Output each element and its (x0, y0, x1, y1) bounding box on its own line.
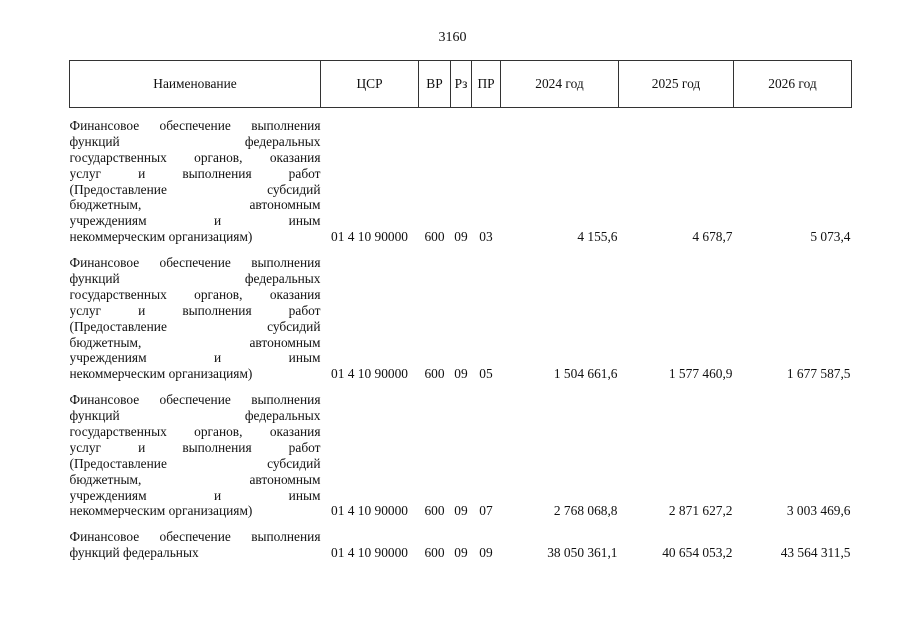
row-name-line: Финансовое обеспечение выполнения (69, 529, 321, 545)
row-name-line: Финансовое обеспечение выполнения (69, 118, 321, 133)
row-rz: 09 (454, 545, 468, 561)
header-rz: Рз (451, 61, 472, 108)
row-name-line: государственных органов, оказания (69, 149, 321, 165)
row-vr: 600 (424, 229, 445, 245)
header-name: Наименование (70, 61, 321, 108)
header-vr: ВР (419, 61, 451, 108)
table-body (70, 108, 852, 562)
row-value-2026: 3 003 469,6 (786, 503, 851, 519)
row-name (70, 255, 321, 382)
row-vr: 600 (424, 366, 445, 382)
row-name-line: (Предоставление субсидий (69, 318, 321, 334)
row-value-2025: 1 577 460,9 (668, 366, 733, 382)
row-rz: 09 (454, 229, 468, 245)
table-row (70, 392, 852, 519)
row-value-2025: 4 678,7 (692, 229, 733, 245)
row-name (70, 118, 321, 245)
row-pr: 05 (479, 366, 493, 382)
row-value-2025: 2 871 627,2 (668, 503, 733, 519)
row-name-line: (Предоставление субсидий (69, 181, 321, 197)
row-name-line: услуг и выполнения работ (69, 439, 321, 455)
header-2025: 2025 год (619, 61, 734, 108)
row-value-2024: 38 050 361,1 (547, 545, 618, 561)
row-name-line: услуг и выполнения работ (69, 165, 321, 181)
row-name (70, 529, 321, 561)
row-name-line: учреждениям и иным (69, 487, 321, 503)
row-name-line: Финансовое обеспечение выполнения (69, 392, 321, 408)
row-name-line: некоммерческим организациям) (69, 503, 253, 519)
row-value-2024: 1 504 661,6 (553, 366, 618, 382)
row-name-line: бюджетным, автономным (69, 197, 321, 213)
row-vr: 600 (424, 545, 445, 561)
row-name-line: Финансовое обеспечение выполнения (69, 255, 321, 271)
row-name-line: некоммерческим организациям) (69, 229, 253, 245)
row-pr: 03 (479, 229, 493, 245)
row-name-line: функций федеральных (69, 133, 321, 149)
row-name-line: функций федеральных (69, 271, 321, 287)
header-csr: ЦСР (321, 61, 419, 108)
page-number: 3160 (438, 30, 467, 45)
row-value-2024: 4 155,6 (577, 229, 618, 245)
row-name-line: государственных органов, оказания (69, 424, 321, 440)
row-value-2024: 2 768 068,8 (553, 503, 618, 519)
budget-table (69, 60, 852, 561)
row-name-line: некоммерческим организациям) (69, 366, 253, 382)
row-name-line: учреждениям и иным (69, 213, 321, 229)
row-name-line: функций федеральных (69, 408, 321, 424)
row-name-line: государственных органов, оказания (69, 286, 321, 302)
row-name-line: (Предоставление субсидий (69, 455, 321, 471)
row-name-line: бюджетным, автономным (69, 334, 321, 350)
header-2026: 2026 год (734, 61, 852, 108)
row-name-line: учреждениям и иным (69, 350, 321, 366)
table-row (70, 529, 852, 561)
row-name-line: бюджетным, автономным (69, 471, 321, 487)
row-rz: 09 (454, 503, 468, 519)
row-rz: 09 (454, 366, 468, 382)
header-pr: ПР (472, 61, 501, 108)
row-pr: 07 (479, 503, 493, 519)
row-vr: 600 (424, 503, 445, 519)
table-header (70, 61, 852, 108)
row-value-2026: 5 073,4 (810, 229, 851, 245)
row-csr: 01 4 10 90000 (331, 545, 408, 561)
row-csr: 01 4 10 90000 (331, 503, 408, 519)
row-csr: 01 4 10 90000 (331, 366, 408, 382)
row-name-line: функций федеральных (69, 545, 199, 561)
row-name (70, 392, 321, 519)
row-pr: 09 (479, 545, 493, 561)
table-row (70, 255, 852, 382)
row-value-2026: 1 677 587,5 (786, 366, 851, 382)
row-value-2026: 43 564 311,5 (780, 545, 851, 561)
row-value-2025: 40 654 053,2 (662, 545, 733, 561)
header-2024: 2024 год (501, 61, 619, 108)
row-name-line: услуг и выполнения работ (69, 302, 321, 318)
table-row (70, 118, 852, 245)
row-csr: 01 4 10 90000 (331, 229, 408, 245)
